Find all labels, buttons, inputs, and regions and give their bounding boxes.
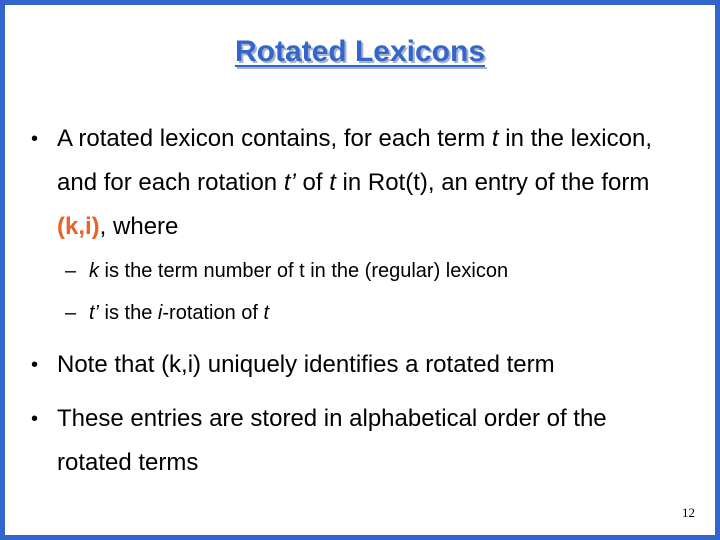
bullet-1-term-t-2: t	[329, 169, 336, 196]
bullet-1-text-c: of	[295, 169, 330, 196]
subbullet-2-i: i	[157, 302, 163, 324]
bullet-2-text: Note that (k,i) uniquely identifies a rotated term	[57, 351, 555, 378]
subbullet-dash: –	[65, 260, 77, 282]
page-number: 12	[682, 505, 695, 520]
bullet-dot: •	[31, 354, 39, 376]
bullet-1-term-t: t	[491, 125, 499, 152]
bullet-3-text: These entries are stored in alphabetical order of the rotated terms	[57, 405, 607, 476]
bullet-1-text-e: , where	[99, 213, 179, 240]
bullet-dot: •	[31, 408, 39, 430]
subbullet-2	[27, 293, 687, 333]
subbullet-2-text-a: is the	[99, 302, 158, 324]
bullet-3	[27, 397, 687, 485]
subbullet-dash: –	[65, 302, 77, 324]
subbullet-1	[27, 251, 687, 291]
bullet-1-text-a: A rotated lexicon contains, for each term	[57, 125, 492, 152]
slide-title: Rotated Lexicons	[234, 35, 486, 68]
bullet-dot: •	[31, 128, 39, 150]
subbullet-2-t: t	[263, 302, 270, 324]
bullet-1-text-d: in Rot(t), an entry of the form	[335, 169, 650, 196]
bullet-1-entry-highlight: (k,i)	[57, 213, 100, 240]
bullet-1-text-b: in the lexicon, and for each rotation	[57, 125, 652, 196]
bullet-1	[27, 117, 687, 249]
bullet-1-rotation-t-prime: t’	[283, 169, 296, 196]
subbullet-2-text-b: -rotation of	[162, 302, 264, 324]
subbullet-2-t-prime: t’	[89, 302, 99, 324]
slide-body	[27, 117, 687, 485]
subbullet-1-text: is the term number of t in the (regular) lexicon	[99, 260, 509, 282]
subbullet-1-k: k	[89, 260, 99, 282]
bullet-2	[27, 343, 687, 387]
